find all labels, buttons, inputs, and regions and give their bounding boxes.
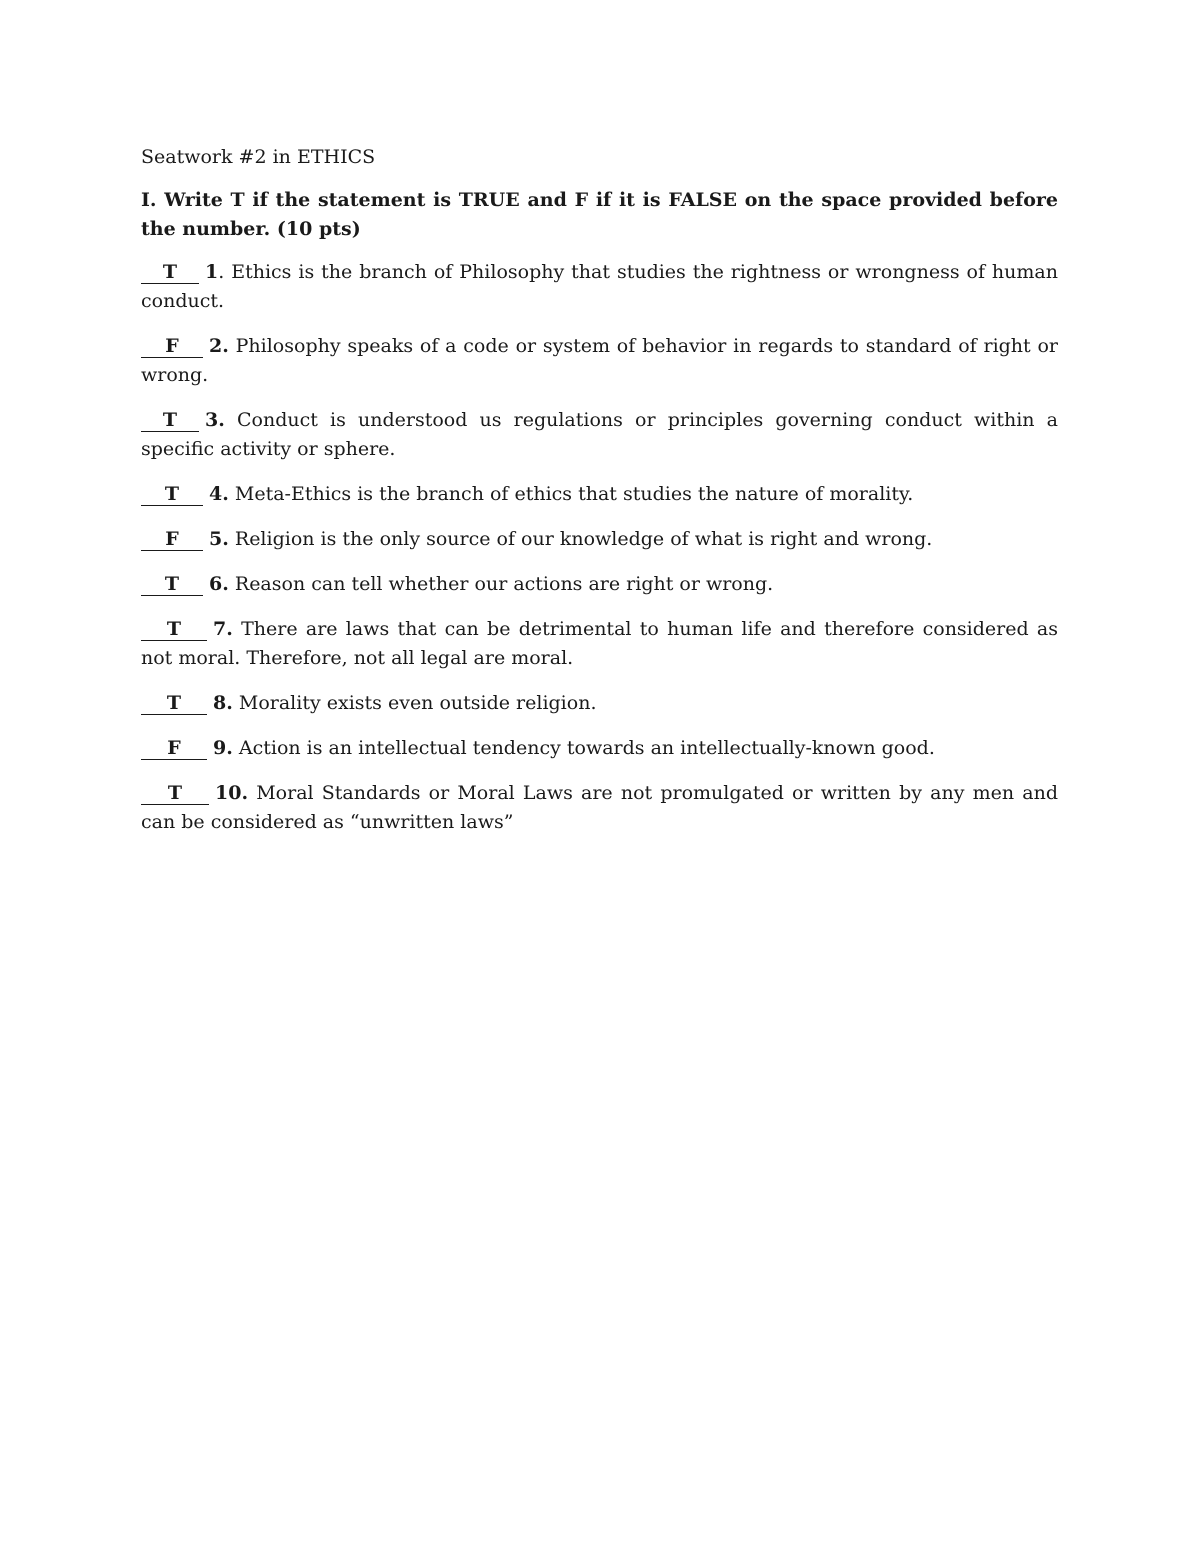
- question-number-5: 5.: [209, 528, 229, 550]
- question-text-5: Religion is the only source of our knowledge of what is right and wrong.: [228, 528, 933, 550]
- answer-blank-8[interactable]: T: [141, 692, 207, 715]
- answer-blank-1[interactable]: T: [141, 261, 199, 284]
- answer-blank-6[interactable]: T: [141, 573, 203, 596]
- question-item-4: [141, 480, 1058, 509]
- question-item-3: [141, 406, 1058, 464]
- question-item-8: [141, 689, 1058, 718]
- question-number-1: 1: [205, 261, 219, 283]
- answer-blank-9[interactable]: F: [141, 737, 207, 760]
- question-text-4: Meta-Ethics is the branch of ethics that studies the nature of morality.: [228, 483, 914, 505]
- question-text-7: There are laws that can be detrimental to human life and therefore considered as not moral. Therefore, not all legal are moral.: [141, 618, 1058, 669]
- question-number-7: 7.: [213, 618, 233, 640]
- question-text-1: . Ethics is the branch of Philosophy that studies the rightness or wrongness of human conduct.: [141, 261, 1058, 312]
- answer-blank-2[interactable]: F: [141, 335, 203, 358]
- answer-blank-7[interactable]: T: [141, 618, 207, 641]
- question-number-8: 8.: [213, 692, 233, 714]
- question-text-3: Conduct is understood us regulations or principles governing conduct within a specific activity or sphere.: [141, 409, 1058, 460]
- question-text-9: Action is an intellectual tendency towards an intellectually-known good.: [232, 737, 935, 759]
- document-title: Seatwork #2 in ETHICS: [141, 146, 376, 168]
- answer-blank-10[interactable]: T: [141, 782, 209, 805]
- question-item-7: [141, 615, 1058, 673]
- question-item-9: [141, 734, 1058, 763]
- question-number-4: 4.: [209, 483, 229, 505]
- question-item-10: [141, 779, 1058, 837]
- instructions: I. Write T if the statement is TRUE and F if it is FALSE on the space provided before the number. (10 pts): [141, 189, 1058, 240]
- question-text-10: Moral Standards or Moral Laws are not promulgated or written by any men and can be considered as “unwritten laws”: [141, 782, 1058, 833]
- answer-blank-3[interactable]: T: [141, 409, 199, 432]
- question-item-2: [141, 332, 1058, 390]
- question-item-1: [141, 258, 1058, 316]
- question-item-6: [141, 570, 1058, 599]
- question-list: [141, 258, 1058, 837]
- answer-blank-5[interactable]: F: [141, 528, 203, 551]
- question-item-5: [141, 525, 1058, 554]
- question-text-2: Philosophy speaks of a code or system of behavior in regards to standard of right or wrong.: [141, 335, 1058, 386]
- document-page: [141, 143, 1058, 853]
- question-text-8: Morality exists even outside religion.: [232, 692, 597, 714]
- question-number-2: 2.: [209, 335, 229, 357]
- question-number-6: 6.: [209, 573, 229, 595]
- question-text-6: Reason can tell whether our actions are right or wrong.: [228, 573, 774, 595]
- question-number-9: 9.: [213, 737, 233, 759]
- question-number-10: 10.: [215, 782, 249, 804]
- answer-blank-4[interactable]: T: [141, 483, 203, 506]
- question-number-3: 3.: [205, 409, 225, 431]
